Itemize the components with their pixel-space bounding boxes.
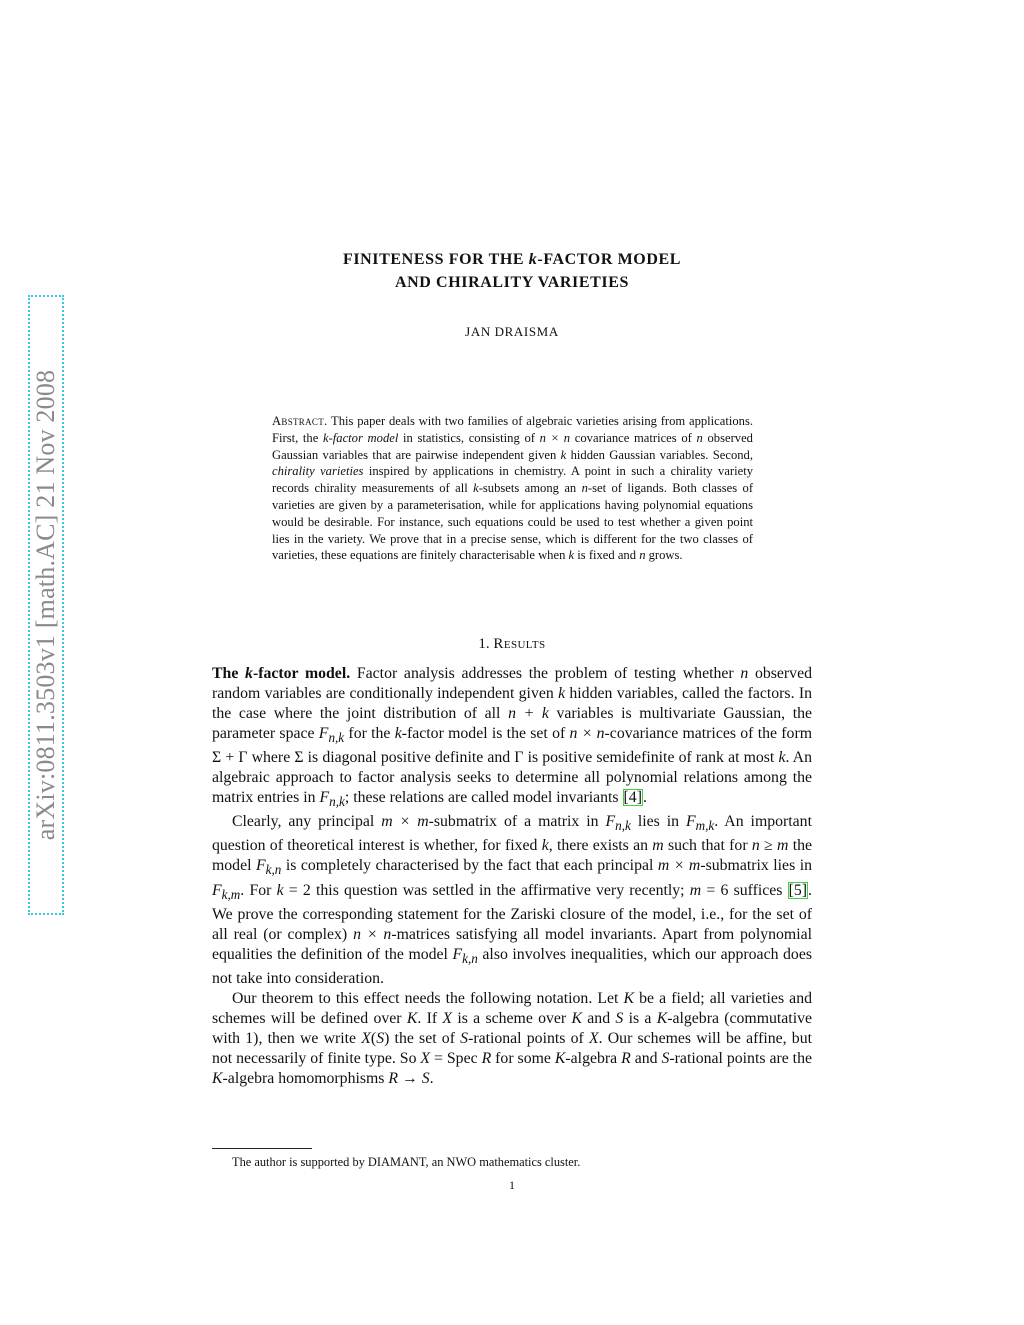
author-name: JAN DRAISMA [465, 324, 559, 339]
citation-link-5[interactable]: [5] [788, 881, 808, 899]
paragraph-3: Our theorem to this effect needs the following notation. Let K be a field; all varieties and schemes will be defined over K. If X is a scheme over K and S is a K-algebra (commutative with 1), then we write X(S) the set of S-rational points of X. Our schemes will be affine, but not necessarily of finite type. So X = Spec R for some K-algebra R and S-rational points are the K-algebra homomorphisms R → S. [212, 989, 812, 1087]
arxiv-stamp [28, 295, 64, 915]
page-number: 1 [509, 1178, 515, 1192]
section-heading: 1. Results [478, 636, 546, 652]
title-line-1: FINITENESS FOR THE k-FACTOR MODEL [342, 251, 682, 268]
citation-link-4[interactable]: [4] [623, 789, 642, 807]
body-text [212, 664, 812, 1089]
arxiv-identifier: arXiv:0811.3503v1 [math.AC] 21 Nov 2008 [31, 369, 60, 841]
abstract-label: Abstract. [272, 414, 328, 428]
footnote: The author is supported by DIAMANT, an NWO mathematics cluster. [232, 1155, 581, 1169]
paragraph-1: The k-factor model. Factor analysis addresses the problem of testing whether n observed random variables are conditionally independent given k hidden variables, called the factors. In the case where the joint distribution of all n + k variables is multivariate Gaussian, the parameter space $F_{n,k}$ for the k-factor model is the set of n × n-covariance matrices of the form Σ + Γ where Σ is diagonal positive definite and Γ is positive semidefinite of rank at most k. An algebraic approach to factor analysis seeks to determine all polynomial relations among the matrix entries in $F_{n,k}$; these relations are called model invariants [4]. [212, 665, 812, 810]
abstract: Abstract. This paper deals with two families of algebraic varieties arising from applications. First, the k-factor model in statistics, consisting of n × n covariance matrices of n observed Gaussian variables that are pairwise independent given k hidden Gaussian variables. Second, chirality varieties inspired by applications in chemistry. A point in such a chirality variety records chirality measurements of all k-subsets among an n-set of ligands. Both classes of varieties are given by a parameterisation, while for applications having polynomial equations would be desirable. For instance, such equations could be used to test whether a given point lies in the variety. We prove that in a precise sense, which is different for the two classes of varieties, these equations are finitely characterisable when k is fixed and n grows. [272, 414, 754, 563]
paper-title [212, 248, 812, 294]
paragraph-2: Clearly, any principal m × m-submatrix of a matrix in $F_{n,k}$ lies in $F_{m,k}$. An important question of theoretical interest is whether, for fixed k, there exists an m such that for n ≥ m the model $F_{k,n}$ is completely characterised by the fact that each principal m × m-submatrix lies in $F_{k,m}$. For k = 2 this question was settled in the affirmative very recently; m = 6 suffices [5]. We prove the corresponding statement for the Zariski closure of the model, i.e., for the set of all real (or complex) n × n-matrices satisfying all model invariants. Apart from polynomial equalities the definition of the model $F_{k,n}$ also involves inequalities, which our approach does not take into consideration. [212, 813, 813, 987]
footnote-rule [212, 1148, 312, 1149]
title-line-2: AND CHIRALITY VARIETIES [394, 274, 629, 291]
